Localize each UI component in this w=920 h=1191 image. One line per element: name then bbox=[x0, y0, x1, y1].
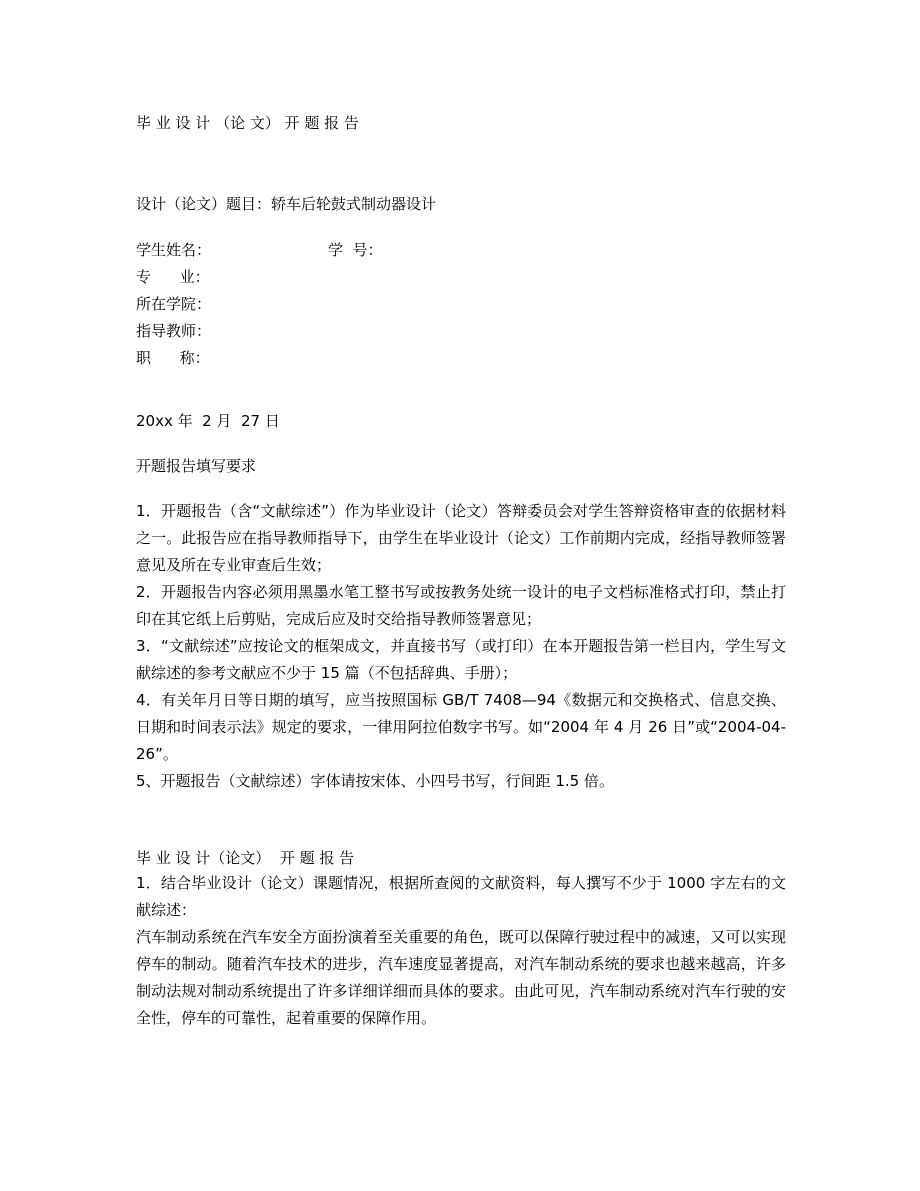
advisor-label: 指导教师： bbox=[136, 322, 212, 340]
college-label: 所在学院： bbox=[136, 295, 212, 313]
cover-title: 毕 业 设 计 （论 文） 开 题 报 告 bbox=[136, 114, 359, 132]
major-label: 专 业： bbox=[136, 268, 210, 286]
literature-review-paragraph: 汽车制动系统在汽车安全方面扮演着至关重要的角色，既可以保障行驶过程中的减速，又可以实现停车的制动。随着汽车技术的进步，汽车速度显著提高，对汽车制动系统的要求也越来越高，许多制动法规对制动系统提出了许多详细详细而具体的要求。由此可见，汽车制动系统对汽车行驶的安全性，停车的可靠性，起着重要的保障作用。 bbox=[136, 928, 786, 1027]
requirement-item-2: 2．开题报告内容必须用黑墨水笔工整书写或按教务处统一设计的电子文档标准格式打印，禁止打印在其它纸上后剪贴，完成后应及时交给指导教师签署意见； bbox=[136, 583, 786, 628]
requirement-item-3: 3．“文献综述”应按论文的框架成文，并直接书写（或打印）在本开题报告第一栏目内，学生写文献综述的参考文献应不少于 15 篇（不包括辞典、手册）； bbox=[136, 637, 786, 682]
student-name-label: 学生姓名： bbox=[136, 241, 212, 259]
requirement-item-4: 4．有关年月日等日期的填写，应当按照国标 GB/T 7408—94《数据元和交换格式、信息交换、日期和时间表示法》规定的要求，一律用阿拉伯数字书写。如“2004 年 4 月 26 日”或“2004-04-26”。 bbox=[136, 691, 786, 763]
student-id-label: 学 号： bbox=[328, 241, 383, 259]
question-1: 1．结合毕业设计（论文）课题情况，根据所查阅的文献资料，每人撰写不少于 1000 字左右的文献综述： bbox=[136, 874, 786, 919]
thesis-topic: 设计（论文）题目：轿车后轮鼓式制动器设计 bbox=[136, 195, 437, 213]
requirement-item-5: 5、开题报告（文献综述）字体请按宋体、小四号书写，行间距 1.5 倍。 bbox=[136, 772, 614, 790]
report-body-heading: 毕 业 设 计（论文） 开 题 报 告 bbox=[136, 849, 355, 867]
requirements-heading: 开题报告填写要求 bbox=[136, 457, 257, 475]
title-rank-label: 职 称： bbox=[136, 349, 210, 367]
requirement-item-1: 1．开题报告（含“文献综述”）作为毕业设计（论文）答辩委员会对学生答辩资格审查的依据材料之一。此报告应在指导教师指导下，由学生在毕业设计（论文）工作前期内完成，经指导教师签署意见及所在专业审查后生效； bbox=[136, 502, 786, 574]
report-date: 20xx 年 2 月 27 日 bbox=[136, 412, 280, 430]
